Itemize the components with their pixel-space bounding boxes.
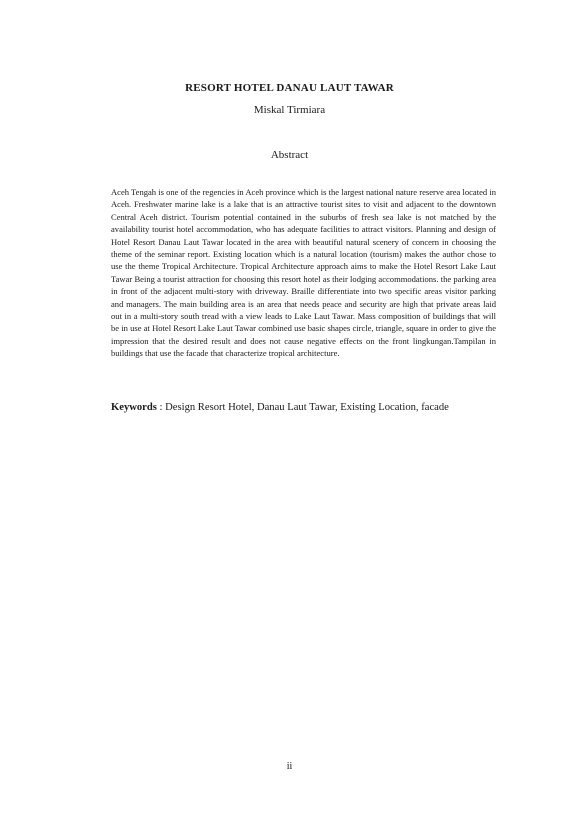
paper-title: RESORT HOTEL DANAU LAUT TAWAR [185, 82, 394, 94]
abstract-heading: Abstract [270, 149, 309, 161]
keywords-label: Keywords [111, 402, 157, 413]
page-number: ii [286, 761, 293, 772]
keywords-line [111, 402, 511, 413]
abstract-body: Aceh Tengah is one of the regencies in Aceh province which is the largest national nature reserve area located in Aceh. Freshwater marine lake is a lake that is an attractive tourist sites to visit and adjacent to the downtown Central Aceh district. Tourism potential contained in the suburbs of fresh sea lake is not matched by the availability tourist hotel accommodation, who has adequate facilities to attract visitors. Planning and design of Hotel Resort Danau Laut Tawar located in the area with beautiful natural scenery of concern in choosing the theme of the seminar report. Existing location which is a natural location (tourism) makes the author chose to use the theme Tropical Architecture. Tropical Architecture approach aims to make the Hotel Resort Lake Laut Tawar Being a tourist attraction for choosing this resort hotel as their lodging accommodations. the parking area in front of the adjacent multi-story with driveway. Braille differentiate into two specific areas visitor parking and managers. The main building area is an area that needs peace and security are high that private areas laid out in a multi-story south tread with a view leads to Lake Laut Tawar. Mass composition of buildings that will be in use at Hotel Resort Lake Laut Tawar combined use basic shapes circle, triangle, square in order to give the impression that the desired result and does not cause negative effects on the front lingkungan.Tampilan in buildings that use the facade that characterize tropical architecture. [111, 187, 496, 359]
keywords-text: : Design Resort Hotel, Danau Laut Tawar, Existing Location, facade [156, 402, 449, 413]
author-name: Miskal Tirmiara [253, 104, 326, 116]
